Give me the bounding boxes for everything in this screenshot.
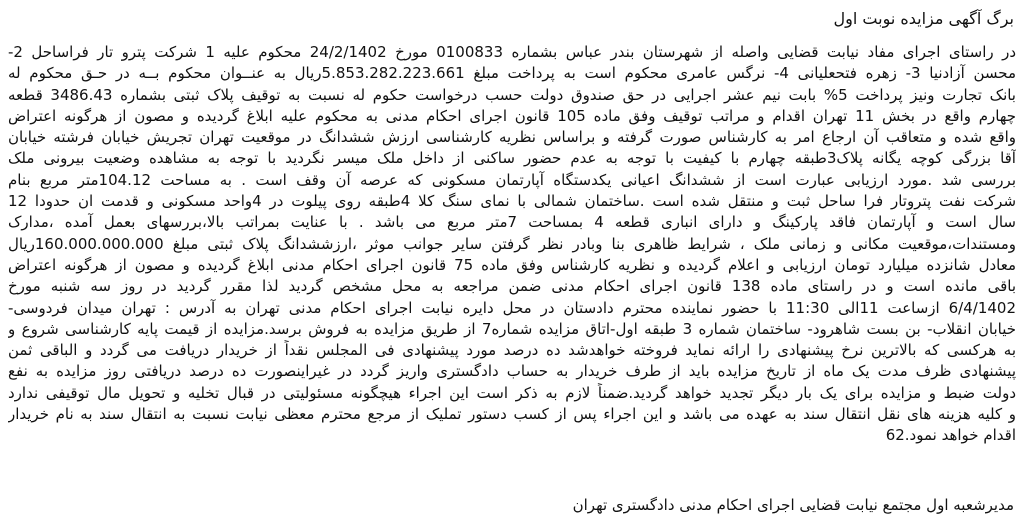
notice-line: ومستندات،موقعیت مکانی و زمانی ملک ، شرایط ظاهری بنا وبادر نظر گرفتن سایر جوانب موثر ،ارزششدانگ پلاک ثبتی مبلغ 160.000.000.000ریال	[8, 234, 1016, 253]
notice-line: و کلیه هزینه های نقل انتقال سند به عهده می باشد و این اجراء پس از کسب دستور تملیک از مرجع محترم معظی نیابت نسبت به انتقال سند به نام خریدار	[8, 405, 1016, 424]
notice-line: باقی مانده است و در راستای ماده 138 قانون اجرای احکام مدنی ضمن مراجعه به محل مشخص گردید لذا مقرر گردید در روز سه شنبه مورخ	[8, 277, 1016, 296]
notice-line: 6/4/1402 ازساعت 11الی 11:30 با حضور نماینده محترم دادستان در محل دایره نیابت اجرای احکام مدنی تهران به آدرس : تهران میدان فردوسی-	[8, 298, 1016, 317]
notice-line: بررسی شد .مورد ارزیابی عبارت است از ششدانگ اعیانی یکدستگاه آپارتمان مسکونی که عرصه آن وقف است . به مساحت 104.12متر مربع بنام	[8, 170, 1016, 189]
notice-line: به هرکسی که بالاترین نرخ پیشنهادی را ارائه نماید فروخته خواهدشد ده درصد مورد پیشنهادی فی المجلس نقداً از خریدار دریافت می گردد و الباقی ثمن	[8, 341, 1016, 360]
notice-line: معادل شانزده میلیارد تومان ارزیابی و اعلام گردیده و نظریه کارشناس وفق ماده 75 قانون اجرای احکام مدنی ابلاغ گردیده و مصون از هرگونه اعتراض	[8, 255, 1016, 274]
notice-line: شرکت نفت پتروتار فرا ساحل ثبت و منتقل شده است .ساختمان شمالی با نمای سنگ کلا 4طبقه روی پیلوت در 4واحد مسکونی و قدمت ان حدودا 12	[8, 192, 1016, 211]
notice-line: در راستای اجرای مفاد نیابت قضایی واصله از شهرستان بندر عباس بشماره 0100833 مورخ 24/2/1402 محکوم علیه 1 شرکت پترو تار فراساحل 2-	[8, 43, 1016, 61]
notice-line: بانک تجارت ونیز پرداخت 5% بابت نیم عشر اجرایی در حق صندوق دولت حسب درخواست حکوم له نسبت به توقیف پلاک ثبتی بشماره 3486.43 قطعه	[8, 85, 1016, 104]
notice-line: آقا بزرگی کوچه یگانه پلاک3طبقه چهارم با کیفیت با توجه به عدم حضور ساکنی از داخل ملک میسر نگردید با توجه به مشاهده وضعیت بیرونی ملک	[8, 149, 1016, 168]
notice-line: محسن آزادنیا 3- زهره فتحعلیانی 4- نرگس عامری محکوم است به پرداخت مبلغ 5.853.282.223.661ریال به عنــوان محکوم بــه در حـق محکوم له	[8, 64, 1016, 83]
notice-line: چهارم واقع در بخش 11 تهران اقدام و مراتب توقیف وفق ماده 105 قانون اجرای احکام مدنی به محکوم علیه ابلاغ گردیده و مصون از هرگونه اعتراض	[8, 106, 1016, 125]
notice-signature: مدیرشعبه اول مجتمع نیابت قضایی اجرای احکام مدنی دادگستری تهران	[572, 496, 1014, 514]
notice-line: واقع شده و متعاقب آن ارجاع امر به کارشناس صورت گرفته و براساس نظریه کارشناسی ارزش ششدانگ در موقعیت تهران تجریش خیابان فرشته خیابان	[8, 128, 1016, 147]
notice-line: اقدام خواهد نمود.62	[885, 426, 1016, 445]
notice-line: پیشنهادی ظرف مدت یک ماه از تاریخ مزایده باید از طرف خریدار به حساب دادگستری واریز گردد در غیراینصورت ده درصد دریافتی روز مزایده به نفع	[8, 362, 1016, 381]
notice-heading: برگ آگهی مزایده نوبت اول	[833, 9, 1014, 28]
notice-body	[8, 42, 1016, 447]
notice-line: سال است و آپارتمان فاقد پارکینگ و دارای انباری قطعه 4 بمساحت 7متر مربع می باشد . با عنایت بمراتب بالا،بررسهای بعمل آمده ،مدارک	[8, 213, 1016, 232]
notice-line: دولت ضبط و مزایده برای یک بار دیگر تجدید خواهد گردید.ضمناً لازم به ذکر است این اجراء هیچگونه مسئولیتی در قبال تخلیه و تحویل مال توقیفی ندارد	[8, 383, 1016, 402]
notice-line: خیابان انقلاب- بن بست شاهرود- ساختمان شماره 3 طبقه اول-اتاق مزایده شماره7 از طریق مزایده به فروش برسد.مزایده از قیمت پایه کارشناسی شروع و	[8, 319, 1016, 338]
